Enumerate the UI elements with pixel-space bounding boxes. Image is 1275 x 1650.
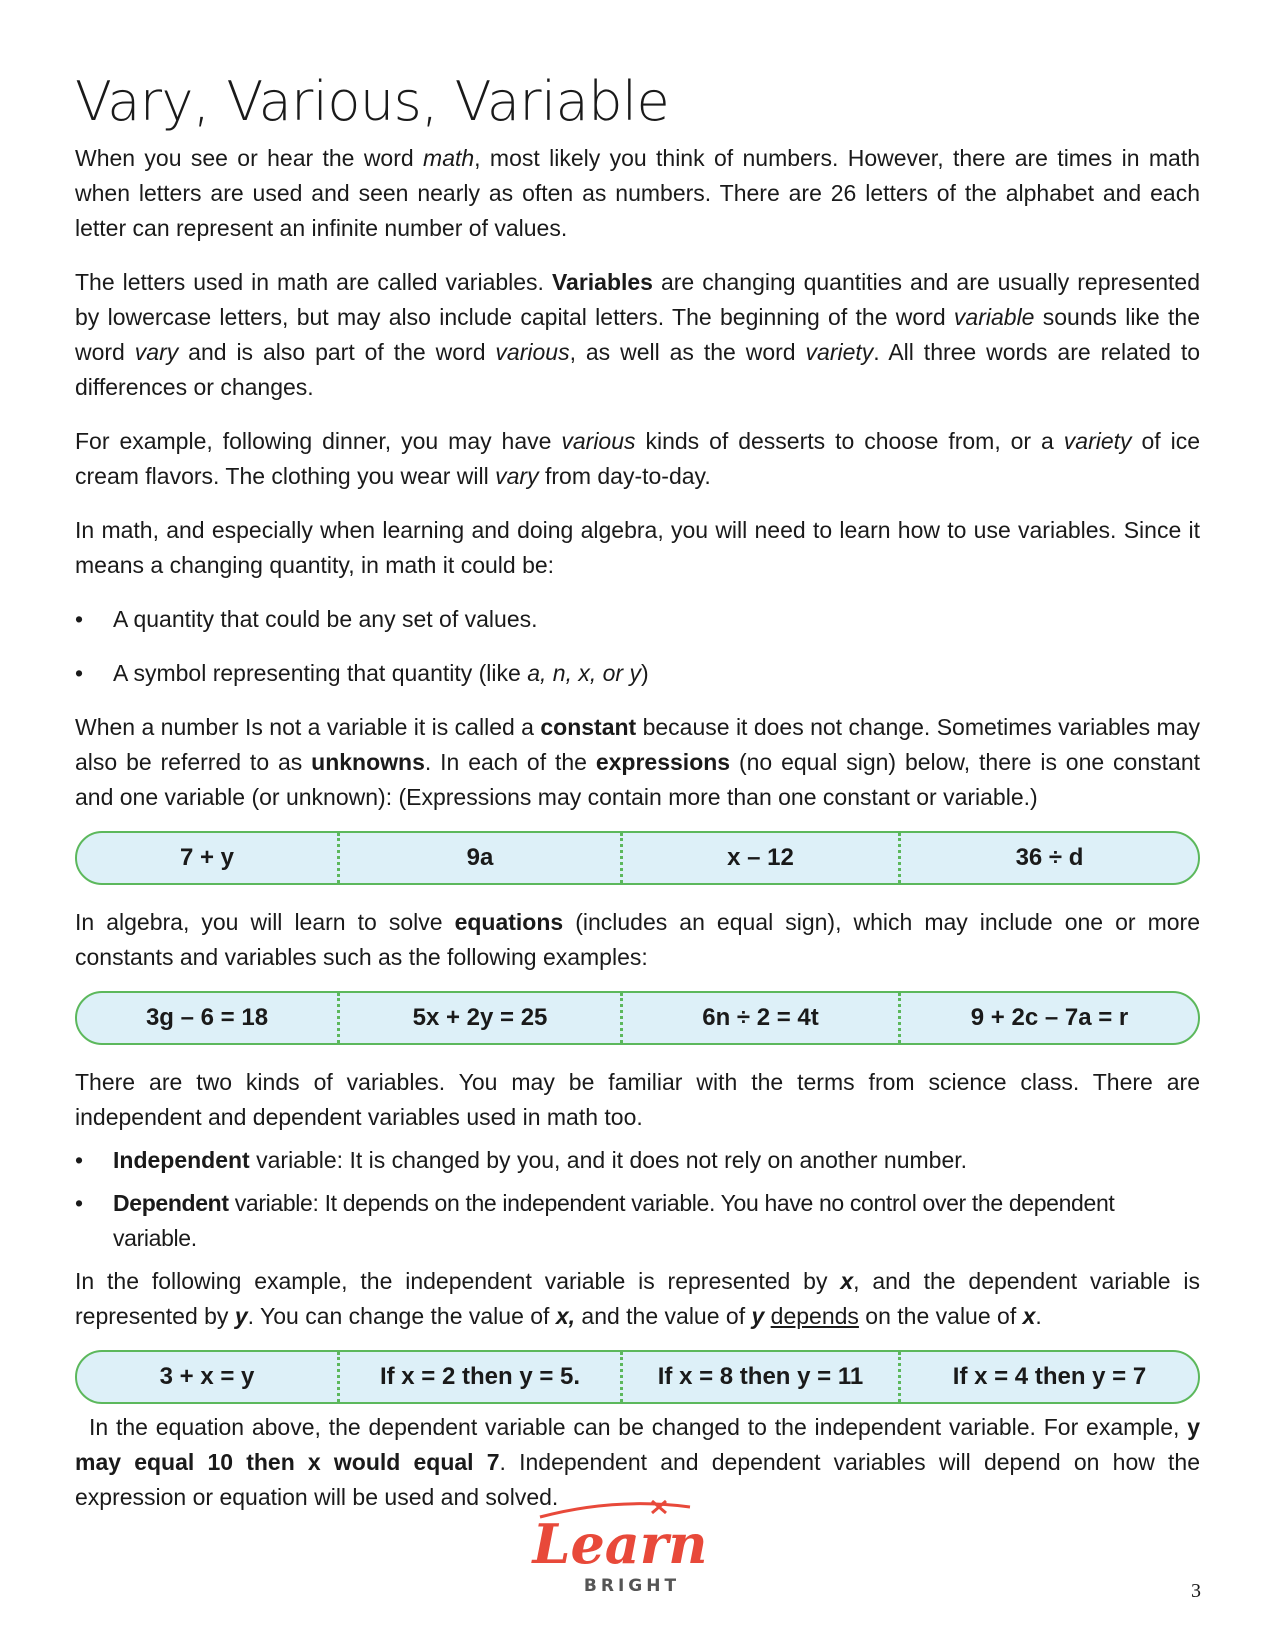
conclusion-paragraph: In the equation above, the dependent variable can be changed to the independent variable. For example, y may equal 10 then x would equal 7. Independent and dependent variables will depend on how the expression or equation will be used and solved. [75, 1414, 1200, 1511]
logo-wordmark: Learn [532, 1512, 708, 1576]
expression-cell: 36 ÷ d [898, 833, 1198, 883]
equation-cell: 5x + 2y = 25 [337, 993, 620, 1043]
algebra-paragraph: In math, and especially when learning and doing algebra, you will need to learn how to use variables. Since it means a changing quantity, in math it could be: [75, 517, 1200, 579]
variable-meaning-list [75, 602, 1200, 691]
bullet-icon: • [75, 606, 84, 633]
learn-bright-logo-graphic [520, 1495, 720, 1595]
example-cell: If x = 2 then y = 5. [337, 1352, 620, 1402]
intro-paragraph: When you see or hear the word math, most likely you think of numbers. However, there are times in math when letters are used and seen nearly as often as numbers. There are 26 letters of the alphabet and each letter can represent an infinite number of values. [75, 145, 1200, 242]
example-cell: 3 + x = y [159, 1363, 255, 1391]
equations-box [75, 991, 1200, 1045]
list-item: • A symbol representing that quantity (like a, n, x, or y) [75, 656, 1200, 691]
expression-cell: x – 12 [620, 833, 898, 883]
page-title: Vary, Various, Variable [75, 70, 670, 133]
equations-paragraph: In algebra, you will learn to solve equations (includes an equal sign), which may include one or more constants and variables such as the following examples: [75, 909, 1200, 971]
expression-cell: 7 + y [179, 844, 235, 872]
expressions-box [75, 831, 1200, 885]
equation-cell: 6n ÷ 2 = 4t [620, 993, 898, 1043]
variable-kinds-list [75, 1143, 1200, 1256]
example-paragraph: For example, following dinner, you may have various kinds of desserts to choose from, or a variety of ice cream flavors. The clothing you wear will vary from day-to-day. [75, 428, 1200, 490]
bullet-icon: • [75, 1190, 83, 1217]
logo-subtitle: BRIGHT [583, 1576, 681, 1595]
equation-cell: 3g – 6 = 18 [145, 1004, 269, 1032]
bullet-icon: • [75, 1147, 84, 1174]
examples-box [75, 1350, 1200, 1404]
example-cell: If x = 4 then y = 7 [898, 1352, 1198, 1402]
kinds-of-variables-paragraph: There are two kinds of variables. You may be familiar with the terms from science class. There are independent and dependent variables used in math too. [75, 1069, 1200, 1131]
example-cell: If x = 8 then y = 11 [620, 1352, 898, 1402]
page-content [75, 72, 1200, 1534]
list-item: • A quantity that could be any set of values. [75, 602, 1200, 637]
constant-paragraph: When a number Is not a variable it is called a constant because it does not change. Sometimes variables may also be referred to as unknowns. In each of the expressions (no equal sign) below, there is one constant and one variable (or unknown): (Expressions may contain more than one constant or variable.) [75, 714, 1201, 811]
learn-bright-logo [520, 1495, 720, 1595]
page-number: 3 [1191, 1580, 1201, 1602]
variables-definition-paragraph: The letters used in math are called variables. Variables are changing quantities and are usually represented by lowercase letters, but may also include capital letters. The beginning of the word variable sounds like the word vary and is also part of the word various, as well as the word variety. All three words are related to differences or changes. [75, 269, 1201, 401]
expression-cell: 9a [337, 833, 620, 883]
list-item: • Independent variable: It is changed by you, and it does not rely on another number. [75, 1143, 1200, 1178]
list-item: • Dependent variable: It depends on the independent variable. You have no control over the dependent variable. [75, 1186, 1200, 1256]
equation-cell: 9 + 2c – 7a = r [898, 993, 1198, 1043]
bullet-icon: • [75, 660, 84, 687]
example-variables-paragraph: In the following example, the independent variable is represented by x, and the dependent variable is represented by y. You can change the value of x, and the value of y depends on the value of x. [75, 1268, 1200, 1330]
